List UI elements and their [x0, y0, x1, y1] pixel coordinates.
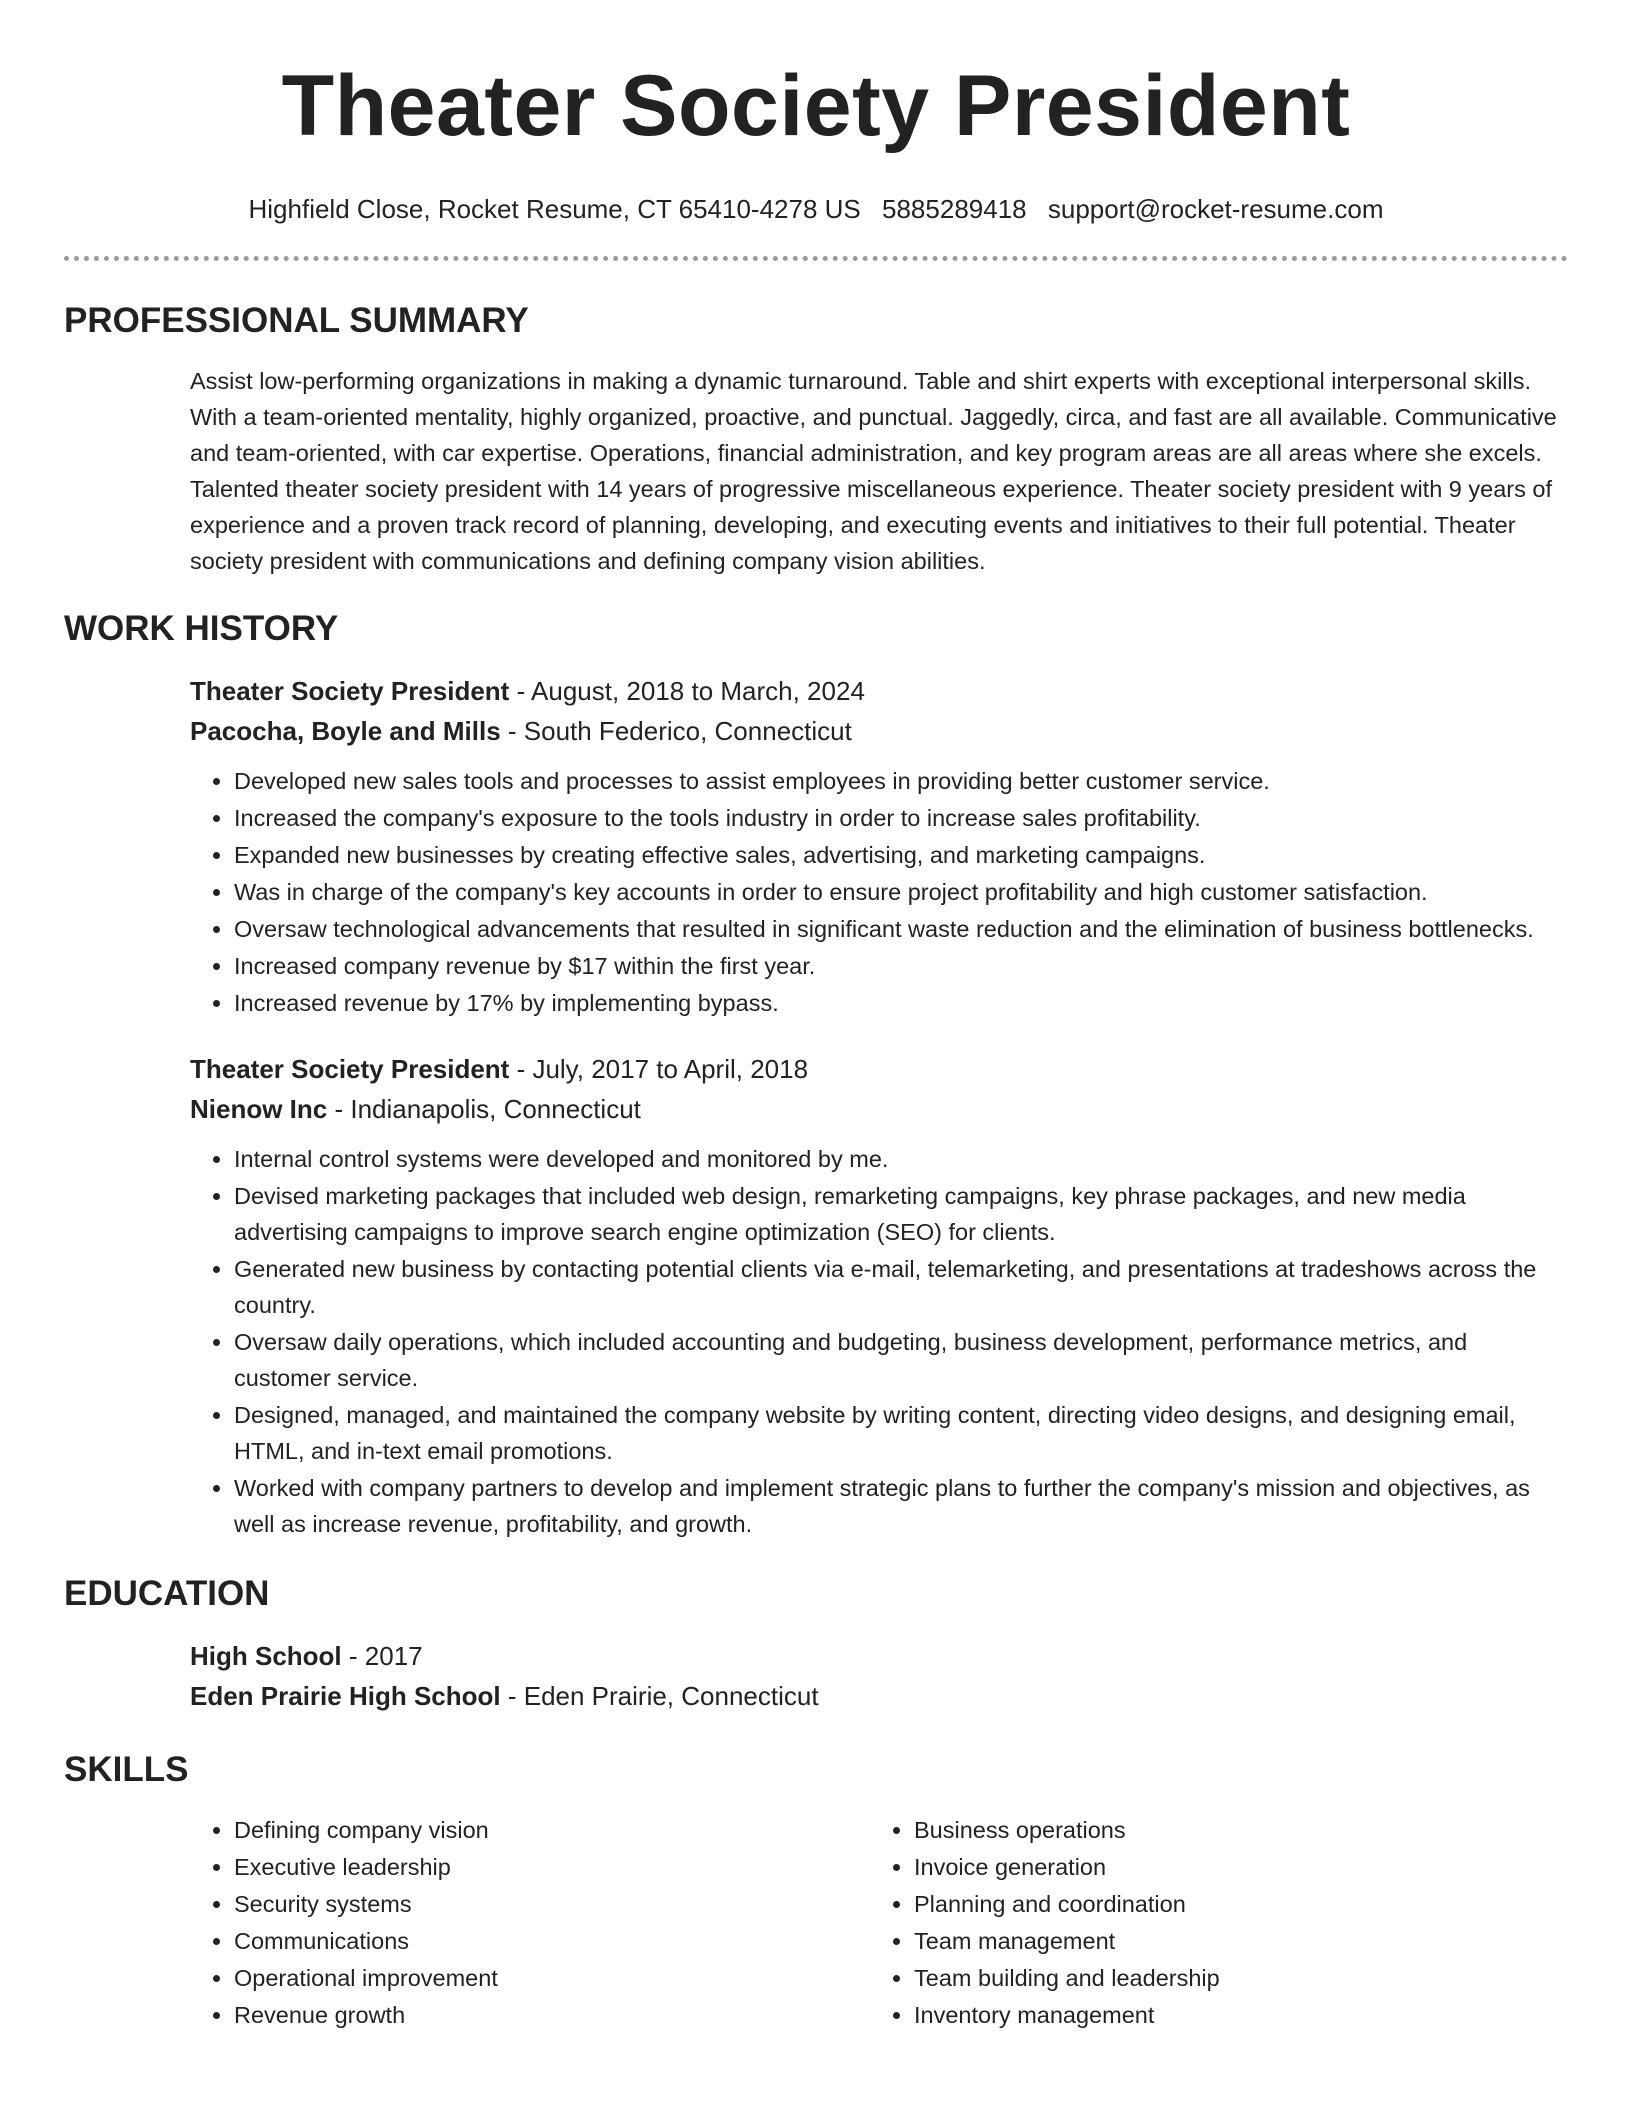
skill-item: • Team management	[914, 1923, 1550, 1960]
skill-item: • Defining company vision	[234, 1812, 870, 1849]
contact-line	[64, 192, 1568, 226]
job-bullet: • Devised marketing packages that included web design, remarketing campaigns, key phrase packages, and new media advertising campaigns to improve search engine optimization (SEO) for clients.	[234, 1178, 1568, 1250]
skills-section	[64, 1750, 1568, 2034]
skill-item: • Revenue growth	[234, 1997, 870, 2034]
header-divider	[64, 256, 1568, 261]
job-bullet: • Internal control systems were developed and monitored by me.	[234, 1141, 1568, 1177]
skill-item: • Business operations	[914, 1812, 1550, 1849]
job-entry	[190, 671, 1568, 1021]
job-bullet: • Oversaw daily operations, which included accounting and budgeting, business development, performance metrics, and customer service.	[234, 1324, 1568, 1396]
job-bullet: • Was in charge of the company's key accounts in order to ensure project profitability and high customer satisfaction.	[234, 874, 1568, 910]
education-school-line	[190, 1676, 1568, 1716]
job-bullet: • Increased the company's exposure to the tools industry in order to increase sales profitability.	[234, 800, 1568, 836]
job-bullet: • Expanded new businesses by creating effective sales, advertising, and marketing campaigns.	[234, 837, 1568, 873]
resume-name: Theater Society President	[281, 58, 1351, 154]
education-title: EDUCATION	[64, 1574, 270, 1613]
skills-column-left	[190, 1812, 870, 2034]
job-role: Theater Society President	[190, 1054, 510, 1084]
job-title-line	[190, 671, 1568, 711]
job-company: Pacocha, Boyle and Mills	[190, 716, 501, 746]
job-location: - South Federico, Connecticut	[500, 716, 852, 746]
job-bullet: • Developed new sales tools and processes to assist employees in providing better customer service.	[234, 763, 1568, 799]
skill-item: • Executive leadership	[234, 1849, 870, 1886]
summary-title: PROFESSIONAL SUMMARY	[64, 301, 529, 340]
job-location: - Indianapolis, Connecticut	[327, 1094, 641, 1124]
job-bullet: • Designed, managed, and maintained the company website by writing content, directing video designs, and designing email, HTML, and in-text email promotions.	[234, 1397, 1568, 1469]
work-history-title: WORK HISTORY	[64, 609, 339, 648]
skills-body	[190, 1812, 1568, 2034]
skills-list-left	[190, 1812, 870, 2034]
job-company-line	[190, 1089, 1568, 1129]
education-section	[64, 1574, 1568, 1716]
job-bullets	[190, 763, 1568, 1021]
education-degree-line	[190, 1636, 1568, 1676]
education-location: - Eden Prairie, Connecticut	[500, 1681, 819, 1711]
job-company: Nienow Inc	[190, 1094, 328, 1124]
contact-email: support@rocket-resume.com	[1047, 194, 1384, 224]
job-bullet: • Oversaw technological advancements that resulted in significant waste reduction and the elimination of business bottlenecks.	[234, 911, 1568, 947]
contact-address: Highfield Close, Rocket Resume, CT 65410-4278 US	[248, 194, 861, 224]
skill-item: • Team building and leadership	[914, 1960, 1550, 1997]
summary-section	[64, 301, 1568, 579]
skills-list-right	[870, 1812, 1550, 2034]
skill-item: • Planning and coordination	[914, 1886, 1550, 1923]
job-bullets	[190, 1141, 1568, 1542]
job-bullet: • Increased company revenue by $17 within the first year.	[234, 948, 1568, 984]
skill-item: • Security systems	[234, 1886, 870, 1923]
job-dates: - July, 2017 to April, 2018	[509, 1054, 809, 1084]
job-bullet: • Increased revenue by 17% by implementing bypass.	[234, 985, 1568, 1021]
skills-title: SKILLS	[64, 1750, 189, 1789]
skill-item: • Inventory management	[914, 1997, 1550, 2034]
summary-text: Assist low-performing organizations in making a dynamic turnaround. Table and shirt experts with exceptional interpersonal skills. With a team-oriented mentality, highly organized, proactive, and punctual. Jaggedly, circa, and fast are all available. Communicative and team-oriented, with car expertise. Operations, financial administration, and key program areas are all areas where she excels. Talented theater society president with 14 years of progressive miscellaneous experience. Theater society president with 9 years of experience and a proven track record of planning, developing, and executing events and initiatives to their full potential. Theater society president with communications and defining company vision abilities.	[190, 368, 1557, 574]
summary-body	[190, 363, 1568, 579]
job-company-line	[190, 711, 1568, 751]
work-history-body	[190, 671, 1568, 1542]
education-body	[190, 1636, 1568, 1716]
education-school: Eden Prairie High School	[190, 1681, 501, 1711]
work-history-section	[64, 609, 1568, 1542]
skills-column-right	[870, 1812, 1550, 2034]
job-bullet: • Generated new business by contacting potential clients via e-mail, telemarketing, and presentations at tradeshows across the country.	[234, 1251, 1568, 1323]
education-year: - 2017	[341, 1641, 423, 1671]
skill-item: • Operational improvement	[234, 1960, 870, 1997]
education-degree: High School	[190, 1641, 342, 1671]
job-role: Theater Society President	[190, 676, 510, 706]
job-entry	[190, 1049, 1568, 1542]
skill-item: • Communications	[234, 1923, 870, 1960]
skill-item: • Invoice generation	[914, 1849, 1550, 1886]
contact-phone: 5885289418	[882, 194, 1027, 224]
job-dates: - August, 2018 to March, 2024	[509, 676, 865, 706]
job-bullet: • Worked with company partners to develop and implement strategic plans to further the company's mission and objectives, as well as increase revenue, profitability, and growth.	[234, 1470, 1568, 1542]
job-title-line	[190, 1049, 1568, 1089]
